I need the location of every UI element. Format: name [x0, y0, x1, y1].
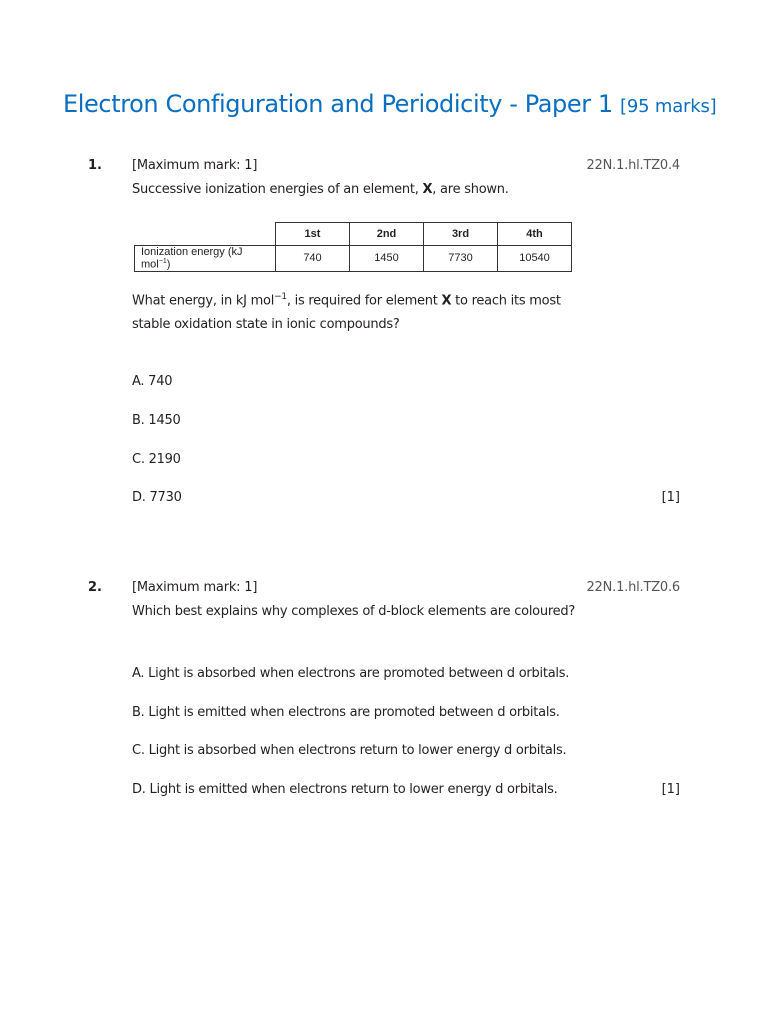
page-title	[63, 90, 717, 118]
question-1-stem	[132, 285, 561, 337]
question-2-option-b: B. Light is emitted when electrons are promoted between d orbitals.	[132, 705, 560, 720]
element-symbol: X	[441, 293, 452, 309]
table-header: 2nd	[350, 223, 424, 246]
question-number: 2.	[88, 580, 102, 595]
question-2-option-d: D. Light is emitted when electrons return to lower energy d orbitals.	[132, 782, 558, 797]
question-2-option-a: A. Light is absorbed when electrons are promoted between d orbitals.	[132, 666, 570, 681]
question-2-mark: [1]	[661, 782, 680, 797]
stem-text: What energy, in kJ mol	[132, 293, 275, 309]
question-2-option-c: C. Light is absorbed when electrons return to lower energy d orbitals.	[132, 743, 567, 758]
table-cell: 1450	[350, 246, 424, 272]
table-cell: 7730	[424, 246, 498, 272]
stem-text: , is required for element	[286, 293, 442, 309]
question-number: 1.	[88, 158, 102, 173]
table-row	[135, 246, 572, 272]
question-1-option-d: D. 7730	[132, 490, 182, 505]
stem-sup: −1	[274, 292, 287, 302]
table-header-row	[135, 223, 572, 246]
question-reference: 22N.1.hl.TZ0.4	[586, 158, 680, 173]
stem-text-line2: stable oxidation state in ionic compounds?	[132, 317, 400, 333]
question-1-intro	[132, 178, 509, 202]
question-2-stem: Which best explains why complexes of d-block elements are coloured?	[132, 604, 576, 619]
table-header: 4th	[498, 223, 572, 246]
question-1-option-a: A. 740	[132, 374, 173, 389]
question-1-option-b: B. 1450	[132, 413, 181, 428]
ionization-energy-table	[134, 222, 572, 272]
stem-text: to reach its most	[451, 293, 561, 309]
table-header: 1st	[276, 223, 350, 246]
row-label-text: Ionization energy (kJ mol	[141, 246, 243, 271]
element-symbol: X	[422, 182, 433, 197]
title-text: Electron Configuration and Periodicity - Paper 1	[63, 90, 613, 118]
row-label-sup: −1	[158, 258, 167, 265]
table-cell: 10540	[498, 246, 572, 272]
table-corner-cell	[135, 223, 276, 246]
max-mark: [Maximum mark: 1]	[132, 158, 258, 173]
table-cell: 740	[276, 246, 350, 272]
intro-text-end: , are shown.	[432, 182, 509, 197]
question-1-option-c: C. 2190	[132, 452, 181, 467]
table-header: 3rd	[424, 223, 498, 246]
total-marks: [95 marks]	[620, 96, 717, 117]
question-1-mark: [1]	[661, 490, 680, 505]
max-mark: [Maximum mark: 1]	[132, 580, 258, 595]
row-label-end: )	[166, 258, 171, 271]
intro-text: Successive ionization energies of an element,	[132, 182, 423, 197]
question-reference: 22N.1.hl.TZ0.6	[586, 580, 680, 595]
table-row-label	[135, 246, 276, 272]
